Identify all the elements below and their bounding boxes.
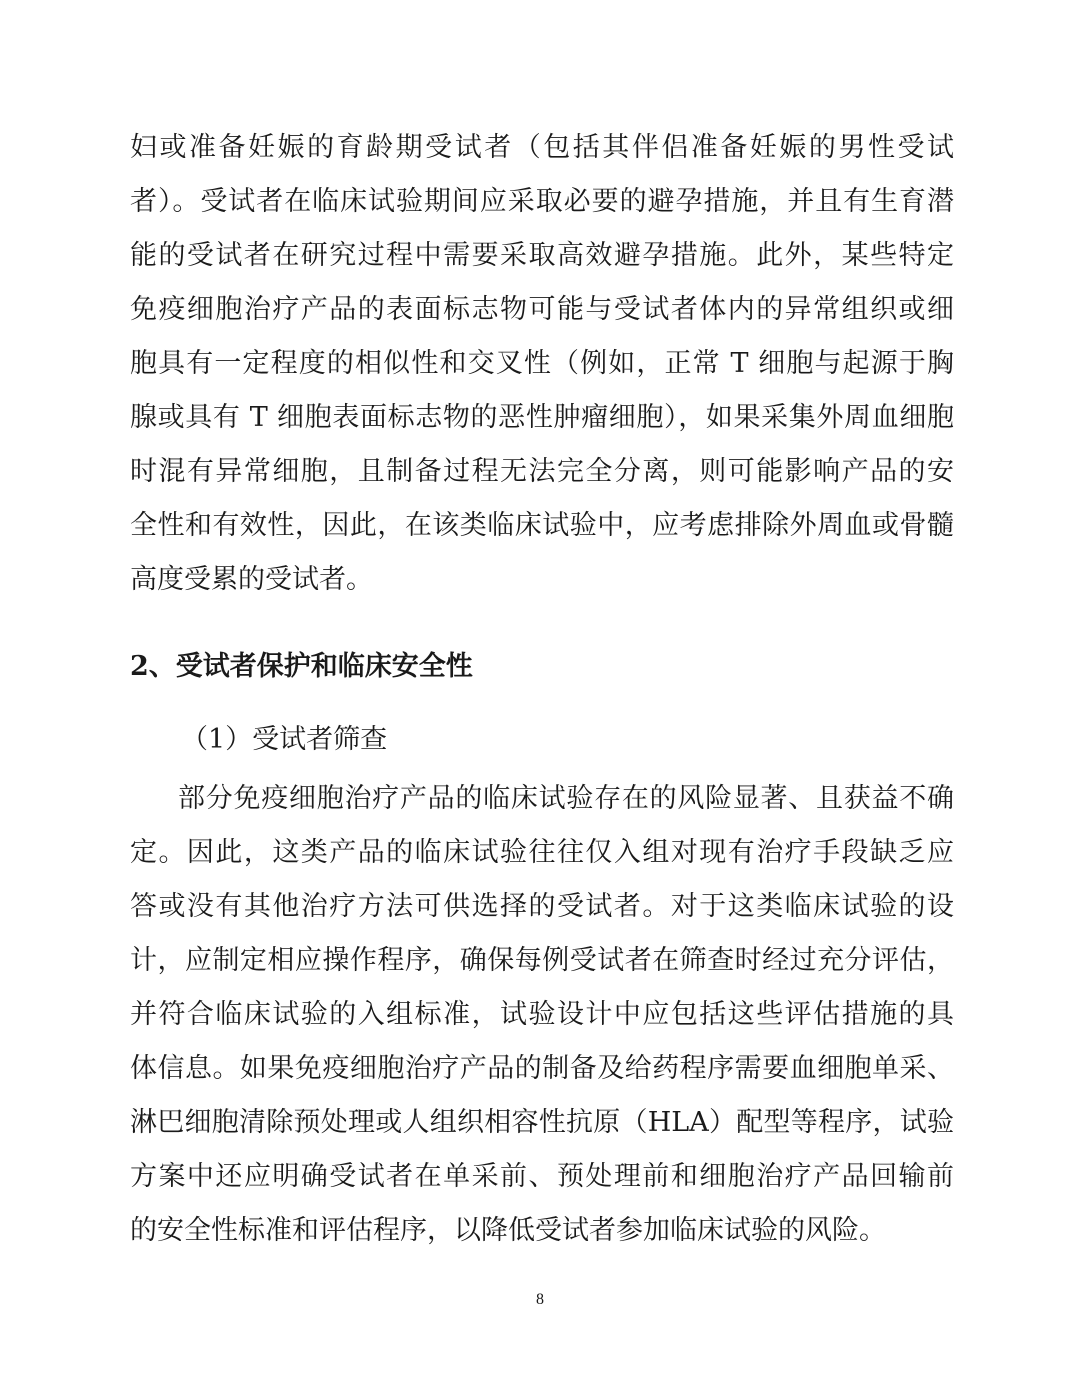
text-line: 答或没有其他治疗方法可供选择的受试者。对于这类临床试验的设 [130, 891, 954, 922]
text-line: 部分免疫细胞治疗产品的临床试验存在的风险显著、且获益不确 [178, 783, 954, 814]
text-line: 妇或准备妊娠的育龄期受试者（包括其伴侣准备妊娠的男性受试 [130, 132, 954, 163]
paragraph-subject-screening [130, 772, 954, 1258]
text-line: 定。因此，这类产品的临床试验往往仅入组对现有治疗手段缺乏应 [130, 837, 954, 868]
text-line: 时混有异常细胞，且制备过程无法完全分离，则可能影响产品的安 [130, 456, 954, 487]
text-line: 免疫细胞治疗产品的表面标志物可能与受试者体内的异常组织或细 [130, 294, 954, 325]
text-line: 并符合临床试验的入组标准，试验设计中应包括这些评估措施的具 [130, 999, 954, 1030]
text-line: 高度受累的受试者。 [130, 564, 373, 595]
subsection-heading: （1）受试者筛查 [181, 724, 388, 755]
page-number: 8 [536, 1291, 544, 1308]
text-line: 计，应制定相应操作程序，确保每例受试者在筛查时经过充分评估， [130, 945, 954, 976]
paragraph-exclusion-criteria [130, 121, 954, 607]
text-line: 的安全性标准和评估程序，以降低受试者参加临床试验的风险。 [130, 1215, 886, 1246]
text-line: 全性和有效性，因此，在该类临床试验中，应考虑排除外周血或骨髓 [130, 510, 954, 541]
text-line: 胞具有一定程度的相似性和交叉性（例如，正常 T 细胞与起源于胸 [130, 348, 954, 379]
section-heading: 2、受试者保护和临床安全性 [130, 651, 473, 682]
text-line: 能的受试者在研究过程中需要采取高效避孕措施。此外，某些特定 [130, 240, 954, 271]
text-line: 体信息。如果免疫细胞治疗产品的制备及给药程序需要血细胞单采、 [130, 1053, 954, 1084]
text-line: 淋巴细胞清除预处理或人组织相容性抗原（HLA）配型等程序，试验 [130, 1107, 954, 1138]
text-line: 方案中还应明确受试者在单采前、预处理前和细胞治疗产品回输前 [130, 1161, 954, 1192]
text-line: 者）。受试者在临床试验期间应采取必要的避孕措施，并且有生育潜 [130, 186, 954, 217]
text-line: 腺或具有 T 细胞表面标志物的恶性肿瘤细胞），如果采集外周血细胞 [130, 402, 954, 433]
